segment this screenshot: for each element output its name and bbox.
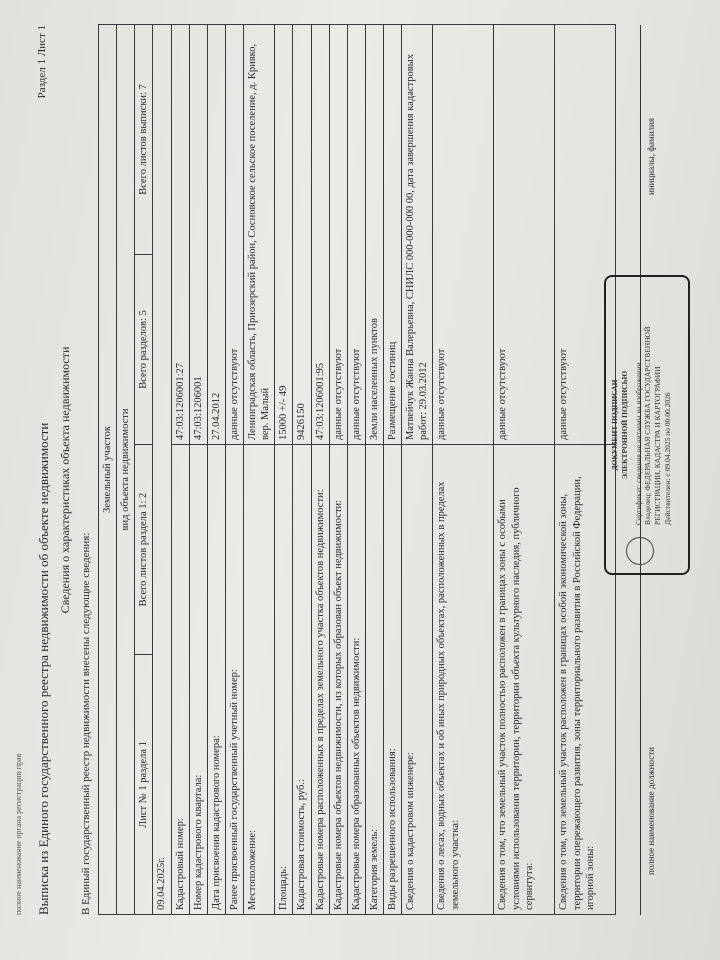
table-row [189,24,207,914]
row-value: Размещение гостиниц [384,24,402,444]
table-row [207,24,225,914]
sheets-in-section: Всего листов раздела 1: 2 [135,445,153,655]
table-row [384,24,402,914]
registration-authority-caption: полное наименование органа регистрации прав [14,753,23,915]
row-label: Категория земель: [365,445,383,915]
row-value: 47:03:1206001:27 [171,24,189,444]
row-value: 27.04.2012 [207,24,225,444]
electronic-signature-stamp [604,275,690,575]
table-row [275,24,293,914]
signature-area [612,25,672,915]
row-label: Площадь: [275,445,293,915]
row-label: Ранее присвоенный государственный учетный номер: [225,445,243,915]
row-label: Номер кадастрового квартала: [189,445,207,915]
stamp-owner-2: РЕГИСТРАЦИИ, КАДАСТРА И КАРТОГРАФИИ [653,366,662,525]
row-label: Кадастровые номера расположенных в пределах земельного участка объектов недвижимости: [311,445,329,915]
row-label: Кадастровые номера объектов недвижимости, из которых образован объект недвижимости: [329,445,347,915]
document-title: Выписка из Единого государственного реестра недвижимости об объекте недвижимости [36,422,51,915]
stamp-validity: Действителен: с 09.04.2025 по 00.00.2026 [662,392,672,525]
row-value: Земли населенных пунктов [365,24,383,444]
intro-text: В Единый государственный реестр недвижимости внесены следующие сведения: [80,532,92,915]
row-label: Местоположение: [244,445,275,915]
row-value: данные отсутствуют [433,24,494,444]
table-row [244,24,275,914]
signatory-position-caption: полное наименование должности [646,747,656,875]
row-value: Матвейчук Жанна Валерьевна, СНИЛС 000-000-000 00, дата завершения кадастровых работ: 29.03.2012 [402,24,433,444]
row-value: данные отсутствуют [329,24,347,444]
row-label: Виды разрешенного использования: [384,445,402,915]
table-row [433,24,494,914]
row-label: Сведения о том, что земельный участок расположен в границах особой экономической зоны, территории опережающего развития, зоны территориального развития в Российской Федерации, игорной зоны: [555,445,616,915]
row-value: Ленинградская область, Приозерский район, Сосновское сельское поселение, д. Кривко, вер. Малый [244,24,275,444]
row-value: данные отсутствуют [555,24,616,444]
stamp-certificate: Сертификат: сведения не читаемы на изображении [633,362,643,525]
row-value: данные отсутствуют [347,24,365,444]
table-row [293,24,311,914]
row-label: Сведения о кадастровом инженере: [402,445,433,915]
object-type-caption: вид объекта недвижимости [117,24,135,914]
object-type: Земельный участок [102,426,113,513]
table-row [365,24,383,914]
stamp-owner-1: Владелец: ФЕДЕРАЛЬНАЯ СЛУЖБА ГОСУДАРСТВЕННОЙ [643,326,653,525]
table-row [311,24,329,914]
sections-total: Всего разделов: 5 [135,255,153,445]
signatory-name-caption: инициалы, фамилия [646,118,656,195]
characteristics-table [98,24,616,915]
table-row [494,24,555,914]
row-value: 47:03:1206001 [189,24,207,444]
row-label: Сведения о лесах, водных объектах и об иных природных объектах, расположенных в пределах земельного участка: [433,445,494,915]
stamp-subtitle: ЭЛЕКТРОННОЙ ПОДПИСЬЮ [619,370,629,480]
rows-body [171,24,616,914]
section-title: Сведения о характеристиках объекта недвижимости [58,346,72,614]
row-value: 15000 +/- 49 [275,24,293,444]
emblem-icon [626,537,654,565]
section-label: Раздел 1 Лист 1 [36,25,48,99]
sheet-number: Лист № 1 раздела 1 [135,655,153,915]
sheets-total: Всего листов выписки: 7 [135,24,153,254]
row-label: Кадастровые номера образованных объектов недвижимости: [347,445,365,915]
table-row [225,24,243,914]
table-row [347,24,365,914]
row-value: данные отсутствуют [494,24,555,444]
object-type-cell [99,24,117,914]
row-value: данные отсутствуют [225,24,243,444]
table-row [329,24,347,914]
document-date: 09.04.2025г. [153,24,171,914]
table-row [171,24,189,914]
row-label: Кадастровый номер: [171,445,189,915]
stamp-title: ДОКУМЕНТ ПОДПИСАН [610,379,619,471]
row-value: 47:03:1206001:95 [311,24,329,444]
row-label: Сведения о том, что земельный участок полностью расположен в границах зоны с особыми условиями использования территории, территории объекта культурного наследия, публичного сервитута: [494,445,555,915]
table-row [402,24,433,914]
document-sheet [10,5,710,955]
row-label: Кадастровая стоимость, руб.: [293,445,311,915]
row-label: Дата присвоения кадастрового номера: [207,445,225,915]
row-value: 9426150 [293,24,311,444]
